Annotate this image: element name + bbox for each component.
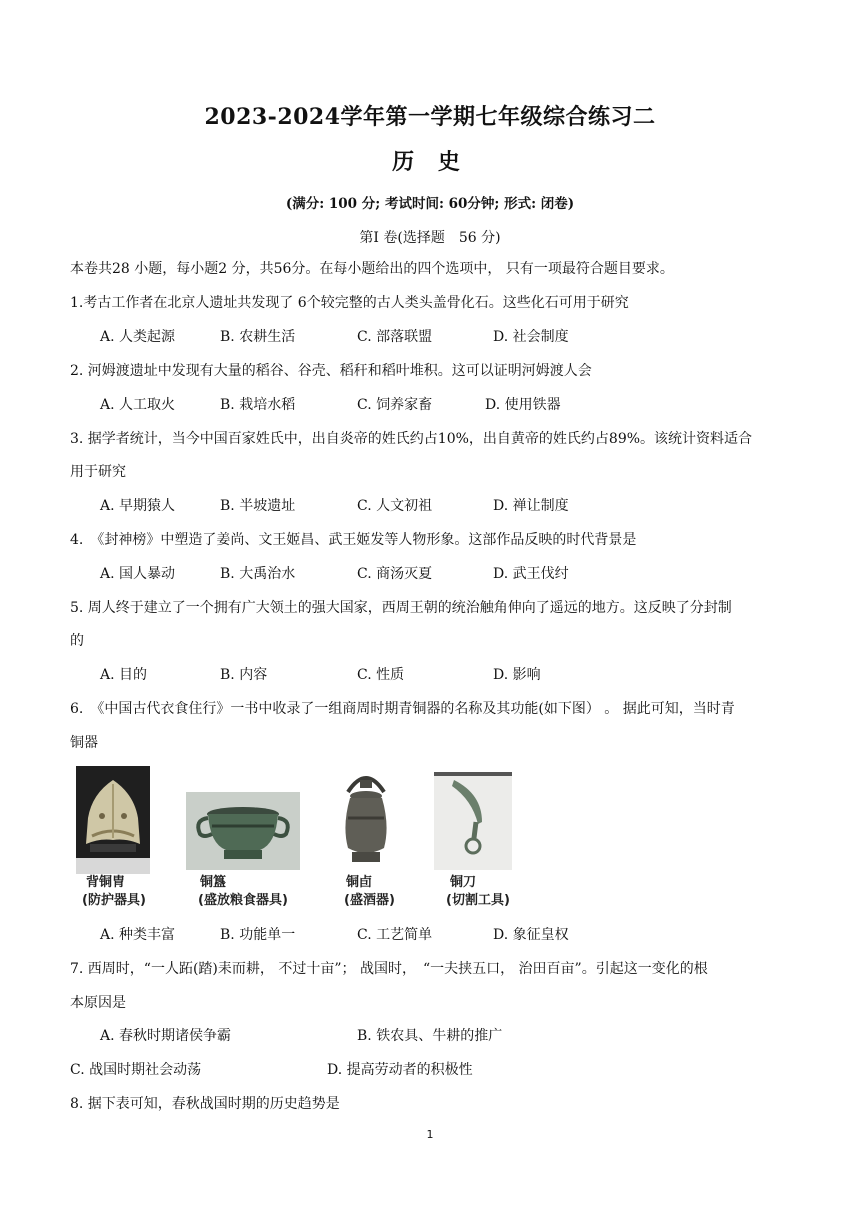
you-use: (盛酒器) <box>344 893 395 908</box>
option-d: D. 影响 <box>493 667 541 683</box>
option-d: D. 象征皇权 <box>493 927 569 943</box>
question-1-stem: 1.考古工作者在北京人遗址共发现了 6个较完整的古人类头盖骨化石。这些化石可用于研究 <box>70 295 629 311</box>
exam-title: 2023-2024学年第一学期七年级综合练习二 <box>204 104 656 130</box>
instruction-text: 本卷共28 小题，每小题2 分，共56分。在每小题给出的四个选项中， 只有一项最符合题目要求。 <box>70 261 674 277</box>
option-d: D. 提高劳动者的积极性 <box>327 1062 473 1078</box>
option-b: B. 栽培水稻 <box>220 397 296 413</box>
question-8-stem: 8. 据下表可知，春秋战国时期的历史趋势是 <box>70 1096 340 1112</box>
option-c: C. 战国时期社会动荡 <box>70 1062 202 1078</box>
option-d: D. 禅让制度 <box>493 498 569 514</box>
option-b: B. 半坡遗址 <box>220 498 296 514</box>
option-d: D. 社会制度 <box>493 329 569 345</box>
option-b: B. 内容 <box>220 667 268 683</box>
option-a: A. 春秋时期诸侯争霸 <box>100 1028 232 1044</box>
option-a: A. 目的 <box>100 667 148 683</box>
knife-name: 铜刀 <box>450 875 477 890</box>
section-heading: 第Ⅰ 卷(选择题 56 分) <box>359 230 501 246</box>
option-c: C. 工艺简单 <box>357 927 433 943</box>
option-c: C. 部落联盟 <box>357 329 433 345</box>
option-a: A. 国人暴动 <box>100 566 176 582</box>
knife-use: (切割工具) <box>446 893 510 908</box>
question-7-stem-continued: 本原因是 <box>70 995 126 1011</box>
you-name: 铜卣 <box>346 875 373 890</box>
page-number: 1 <box>426 1128 434 1141</box>
question-2-stem: 2. 河姆渡遗址中发现有大量的稻谷、谷壳、稻秆和稻叶堆积。这可以证明河姆渡人会 <box>70 363 592 379</box>
question-6-stem-continued: 铜器 <box>70 735 98 751</box>
question-3-stem-continued: 用于研究 <box>70 464 126 480</box>
helmet-name: 背铜胄 <box>86 875 126 890</box>
gui-name: 铜簋 <box>200 875 227 890</box>
option-d: D. 武王伐纣 <box>493 566 569 582</box>
exam-info: (满分: 100 分; 考试时间: 60分钟; 形式: 闭卷) <box>285 196 575 212</box>
option-d: D. 使用铁器 <box>485 397 561 413</box>
option-b: B. 农耕生活 <box>220 329 296 345</box>
question-6-stem: 6. 《中国古代衣食住行》一书中收录了一组商周时期青铜器的名称及其功能(如下图） 。 据此可知，当时青 <box>70 701 735 717</box>
question-5-stem-continued: 的 <box>70 633 84 649</box>
option-c: C. 人文初祖 <box>357 498 433 514</box>
gui-use: (盛放粮食器具) <box>198 893 288 908</box>
question-7-stem: 7. 西周时，“一人跖(踏)耒而耕， 不过十亩”； 战国时， “一夫挟五口， 治田百亩”。引起这一变化的根 <box>70 961 708 977</box>
option-a: A. 人类起源 <box>100 329 176 345</box>
option-a: A. 种类丰富 <box>100 927 176 943</box>
bronze-you-icon <box>336 766 396 870</box>
bronze-knife-icon <box>434 772 512 870</box>
question-5-stem: 5. 周人终于建立了一个拥有广大领土的强大国家，西周王朝的统治触角伸向了遥远的地方。这反映了分封制 <box>70 600 732 616</box>
option-a: A. 早期猿人 <box>100 498 176 514</box>
subject-title: 历 史 <box>392 149 468 175</box>
option-b: B. 功能单一 <box>220 927 296 943</box>
option-c: C. 性质 <box>357 667 405 683</box>
question-3-stem: 3. 据学者统计，当今中国百家姓氏中，出自炎帝的姓氏约占10%，出自黄帝的姓氏约占89%。该统计资料适合 <box>70 431 753 447</box>
option-c: C. 商汤灭夏 <box>357 566 433 582</box>
option-b: B. 铁农具、牛耕的推广 <box>357 1028 503 1044</box>
question-4-stem: 4. 《封神榜》中塑造了姜尚、文王姬昌、武王姬发等人物形象。这部作品反映的时代背景是 <box>70 532 637 548</box>
option-c: C. 饲养家畜 <box>357 397 433 413</box>
option-b: B. 大禹治水 <box>220 566 296 582</box>
option-a: A. 人工取火 <box>100 397 176 413</box>
bronze-ware-figures <box>70 762 550 914</box>
bronze-gui-icon <box>186 792 300 870</box>
helmet-use: (防护器具) <box>82 893 146 908</box>
bronze-helmet-icon <box>76 766 150 874</box>
